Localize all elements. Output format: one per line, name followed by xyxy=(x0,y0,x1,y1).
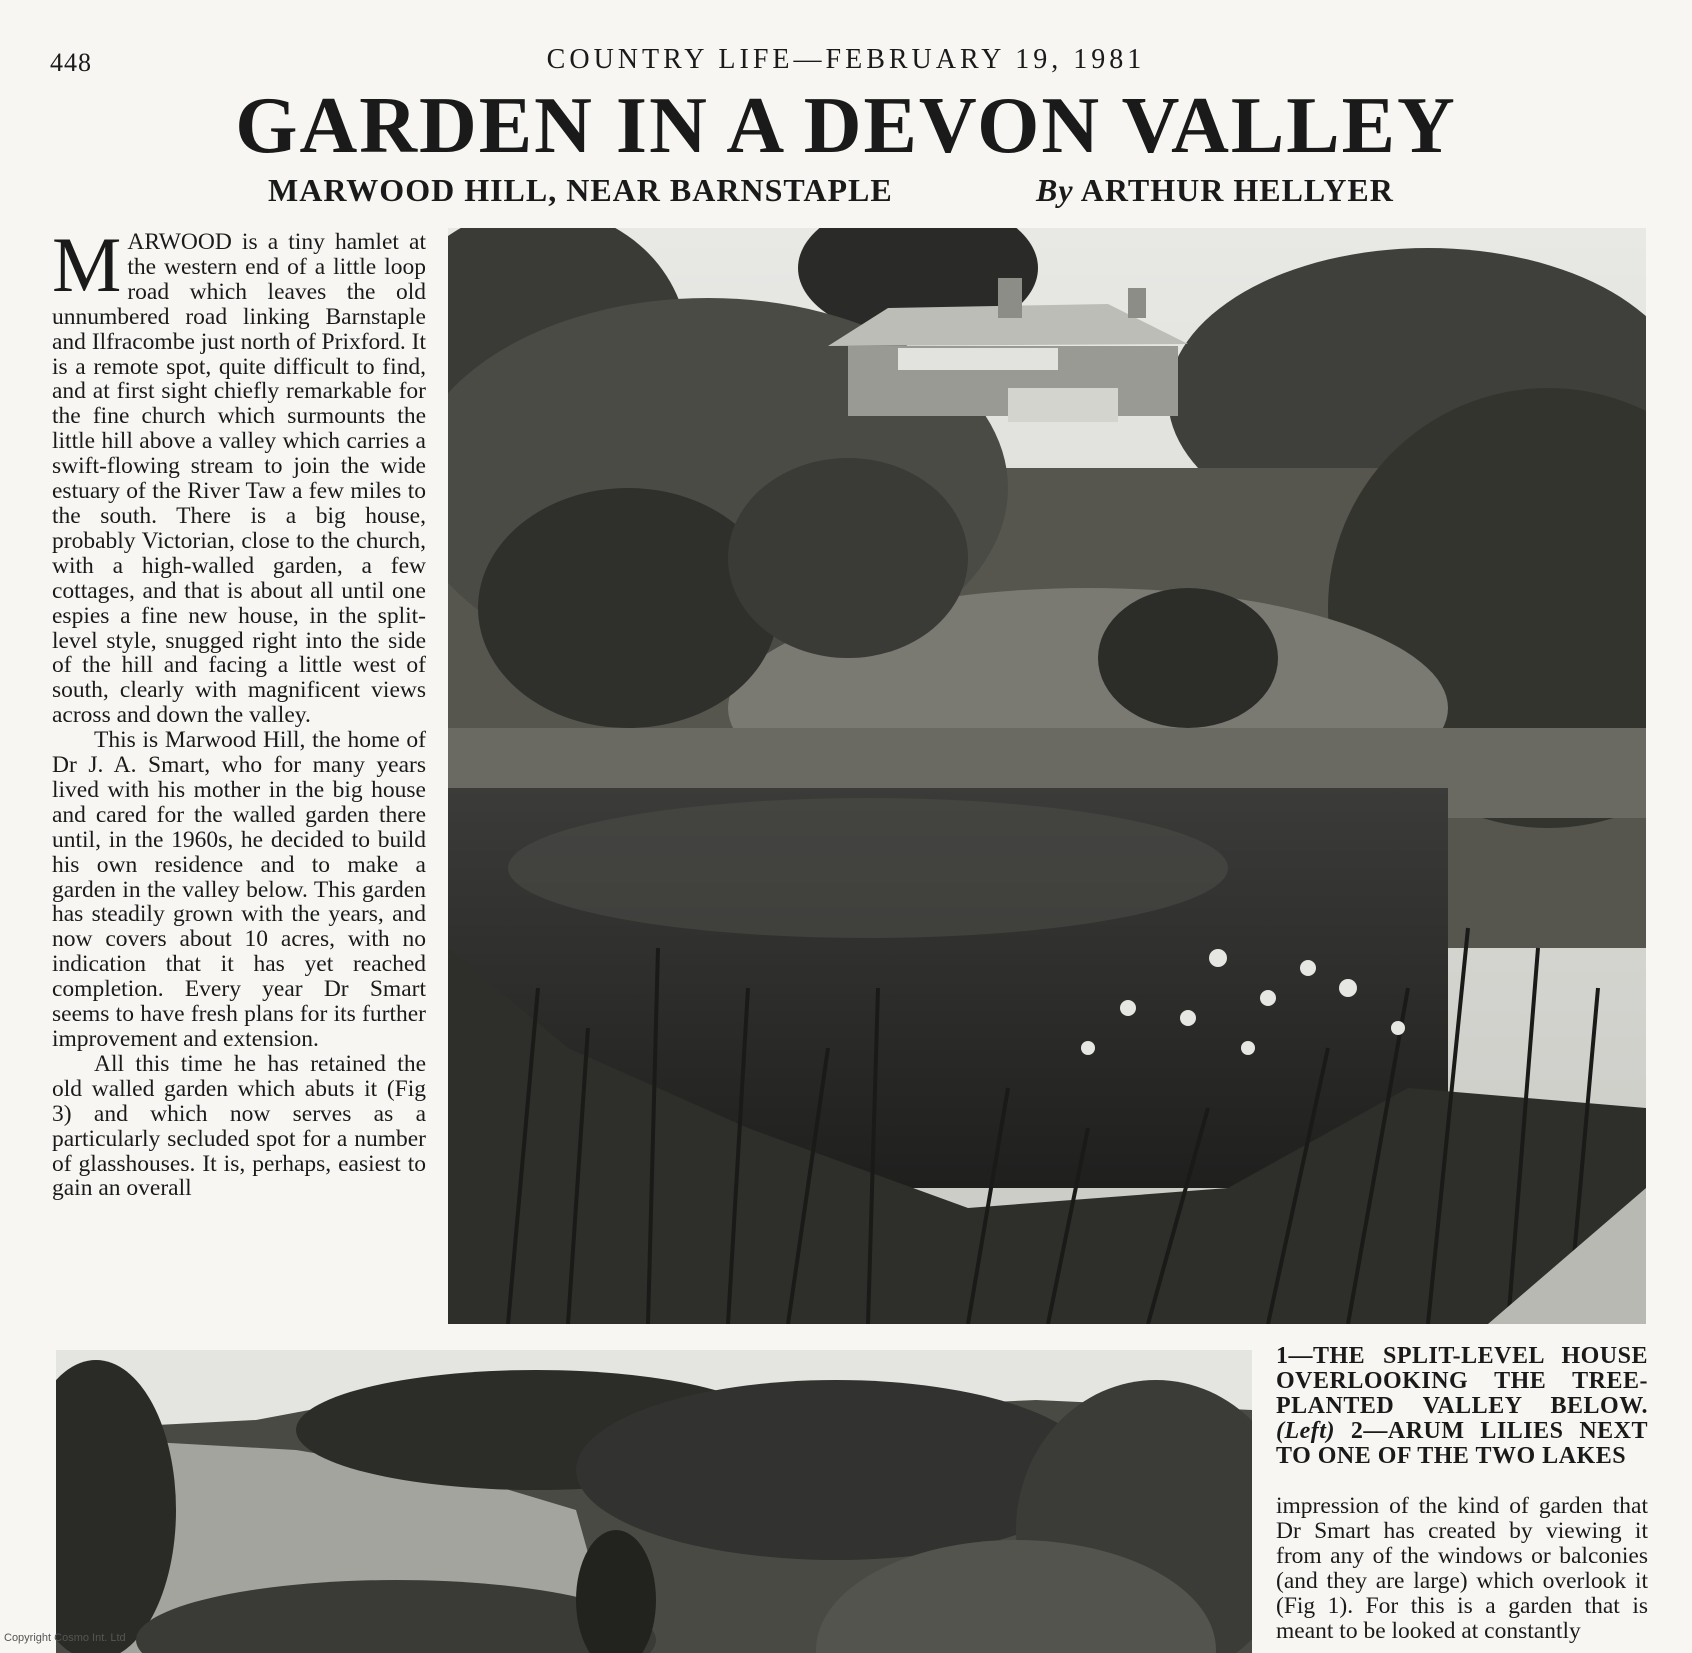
photo-valley-hillside xyxy=(56,1350,1252,1653)
author-name: ARTHUR HELLYER xyxy=(1080,172,1394,208)
copyright-watermark: Copyright Cosmo Int. Ltd xyxy=(4,1632,126,1644)
article-title: GARDEN IN A DEVON VALLEY xyxy=(235,82,1457,170)
photo-house-and-lake xyxy=(448,228,1646,1324)
paragraph-3: All this time he has retained the old walled garden which abuts it (Fig 3) and which now serves as a particularly secluded spot for a number of glasshouses. It is, perhaps, easiest to gain an overall xyxy=(52,1050,426,1202)
article-column-right xyxy=(1276,1494,1648,1653)
caption-fig-2: 2—ARUM LILIES NEXT TO ONE OF THE TWO LAKES xyxy=(1276,1418,1648,1469)
figure-caption xyxy=(1276,1344,1648,1469)
paragraph-1-text: ARWOOD is a tiny hamlet at the western end of a little loop road which leaves the old unnumbered road linking Barnstaple and Ilfracombe just north of Prixford. It is a remote spot, quite difficult to find, and at first sight chiefly remarkable for the fine church which surmounts the little hill above a valley which carries a swift-flowing stream to join the wide estuary of the River Taw a few miles to the south. There is a big house, probably Victorian, close to the church, with a high-walled garden, a few cottages, and that is about all until one espies a fine new house, in the split-level style, snugged right into the side of the hill and facing a little west of south, clearly with magnificent views across and down the valley. xyxy=(52,230,426,729)
paragraph-1 xyxy=(52,230,426,728)
article-subtitle: MARWOOD HILL, NEAR BARNSTAPLE xyxy=(268,172,893,208)
photo-valley-hillside-image xyxy=(56,1350,1252,1653)
paragraph-continuation: impression of the kind of garden that Dr Smart has created by viewing it from any of the windows or balconies (and they are large) which overlook it (Fig 1). For this is a garden that is meant to be looked at constantly xyxy=(1276,1494,1648,1644)
drop-cap: M xyxy=(52,230,122,308)
byline xyxy=(1036,172,1394,209)
running-head: COUNTRY LIFE—FEBRUARY 19, 1981 xyxy=(546,44,1146,75)
paragraph-2: This is Marwood Hill, the home of Dr J. A. Smart, who for many years lived with his mother in the big house and cared for the walled garden there until, in the 1960s, he decided to build his own residence and to make a garden in the valley below. This garden has steadily grown with the years, and now covers about 10 acres, with no indication that it has yet reached completion. Every year Dr Smart seems to have fresh plans for its further improvement and extension. xyxy=(52,727,426,1052)
caption-left-label: (Left) xyxy=(1276,1418,1335,1444)
byline-prefix: By xyxy=(1036,172,1074,208)
photo-house-and-lake-image xyxy=(448,228,1646,1324)
caption-fig-1: 1—THE SPLIT-LEVEL HOUSE OVERLOOKING THE TREE-PLANTED VALLEY BELOW. xyxy=(1276,1343,1648,1419)
page-number: 448 xyxy=(50,48,92,77)
article-column-left xyxy=(52,230,426,1322)
